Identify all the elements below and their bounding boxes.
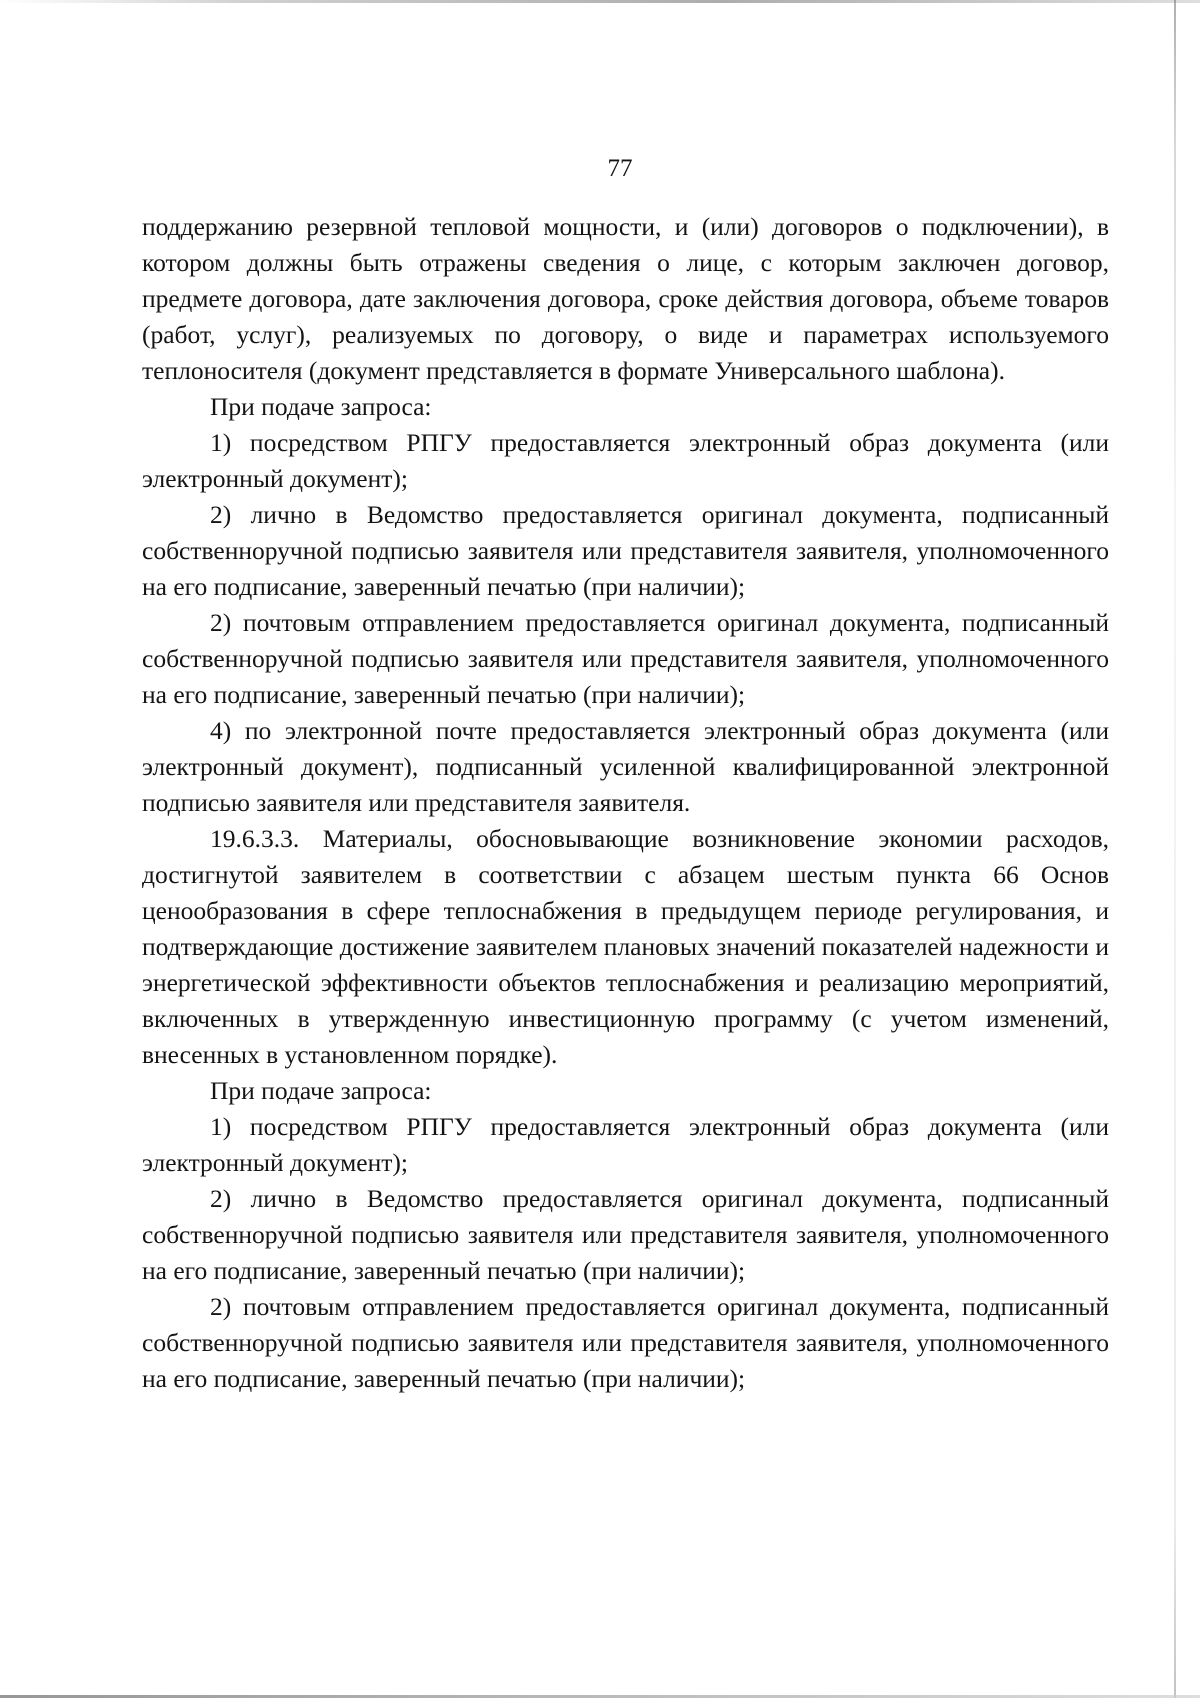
paragraph-item-in-person: 2) лично в Ведомство предоставляется оригинал документа, подписанный собственноручной подписью заявителя или представителя заявителя, уполномоченного на его подписание, заверенный печатью (при наличии);	[142, 500, 1109, 601]
paragraph-item-postal: 2) почтовым отправлением предоставляется оригинал документа, подписанный собственноручной подписью заявителя или представителя заявителя, уполномоченного на его подписание, заверенный печатью (при наличии);	[142, 608, 1109, 709]
paragraph-item-in-person-2: 2) лично в Ведомство предоставляется оригинал документа, подписанный собственноручной подписью заявителя или представителя заявителя, уполномоченного на его подписание, заверенный печатью (при наличии);	[142, 1184, 1109, 1285]
paragraph-item-rpgu: 1) посредством РПГУ предоставляется электронный образ документа (или электронный документ);	[142, 428, 1109, 493]
paragraph-continuation: поддержанию резервной тепловой мощности, и (или) договоров о подключении), в котором должны быть отражены сведения о лице, с которым заключен договор, предмете договора, дате заключения договора, сроке действия договора, объеме товаров (работ, услуг), реализуемых по договору, о виде и параметрах используемого теплоносителя (документ представляется в формате Универсального шаблона).	[142, 212, 1109, 385]
paragraph-request-intro-2: При подаче запроса:	[210, 1076, 432, 1105]
scan-edge-top	[0, 0, 1200, 3]
paragraph-item-rpgu-2: 1) посредством РПГУ предоставляется электронный образ документа (или электронный документ);	[142, 1112, 1109, 1177]
page-number: 77	[607, 155, 633, 182]
paragraph-item-postal-2: 2) почтовым отправлением предоставляется оригинал документа, подписанный собственноручной подписью заявителя или представителя заявителя, уполномоченного на его подписание, заверенный печатью (при наличии);	[142, 1292, 1109, 1393]
scan-edge-right	[1174, 0, 1176, 1698]
paragraph-section-19-6-3-3: 19.6.3.3. Материалы, обосновывающие возникновение экономии расходов, достигнутой заявителем в соответствии с абзацем шестым пункта 66 Основ ценообразования в сфере теплоснабжения в предыдущем периоде регулирования, и подтверждающие достижение заявителем плановых значений показателей надежности и энергетической эффективности объектов теплоснабжения и реализацию мероприятий, включенных в утвержденную инвестиционную программу (с учетом изменений, внесенных в установленном порядке).	[142, 824, 1109, 1069]
paragraph-request-intro: При подаче запроса:	[210, 392, 432, 421]
document-body	[142, 209, 1109, 1397]
paragraph-item-email: 4) по электронной почте предоставляется электронный образ документа (или электронный документ), подписанный усиленной квалифицированной электронной подписью заявителя или представителя заявителя.	[142, 716, 1109, 817]
